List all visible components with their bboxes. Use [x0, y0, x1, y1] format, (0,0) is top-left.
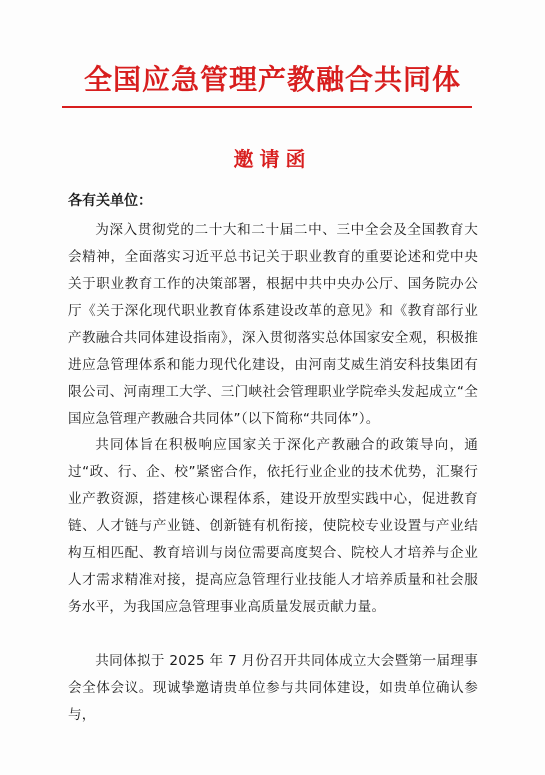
organization-header: 全国应急管理产教融合共同体: [83, 63, 461, 96]
paragraph-1: 为深入贯彻党的二十大和二十届二中、三中全会及全国教育大会精神，全面落实习近平总书记关于职业教育的重要论述和党中央关于职业教育工作的决策部署，根据中共中央办公厅、国务院办公厅《关于深化现代职业教育体系建设改革的意见》和《教育部行业产教融合共同体建设指南》，深入贯彻落实总体国家安全观，积极推进应急管理体系和能力现代化建设，由河南艾威生消安科技集团有限公司、河南理工大学、三门峡社会管理职业学院牵头发起成立“全国应急管理产教融合共同体”（以下简称“共同体”）。: [68, 222, 478, 427]
paragraph-3: 共同体拟于 2025 年 7 月份召开共同体成立大会暨第一届理事会全体会议。现诚挚邀请贵单位参与共同体建设，如贵单位确认参与，: [68, 653, 478, 723]
header-divider: [62, 106, 472, 108]
paragraph-2: 共同体旨在积极响应国家关于深化产教融合的政策导向，通过“政、行、企、校”紧密合作，依托行业企业的技术优势，汇聚行业产教资源，搭建核心课程体系，建设开放型实践中心，促进教育链、人才链与产业链、创新链有机衔接，使院校专业设置与产业结构互相匹配、教育培训与岗位需要高度契合、院校人才培养与企业人才需求精准对接，提高应急管理行业技能人才培养质量和社会服务水平，为我国应急管理事业高质量发展贡献力量。: [68, 437, 478, 615]
salutation: 各有关单位：: [68, 193, 152, 209]
document-title: 邀请函: [233, 147, 312, 171]
